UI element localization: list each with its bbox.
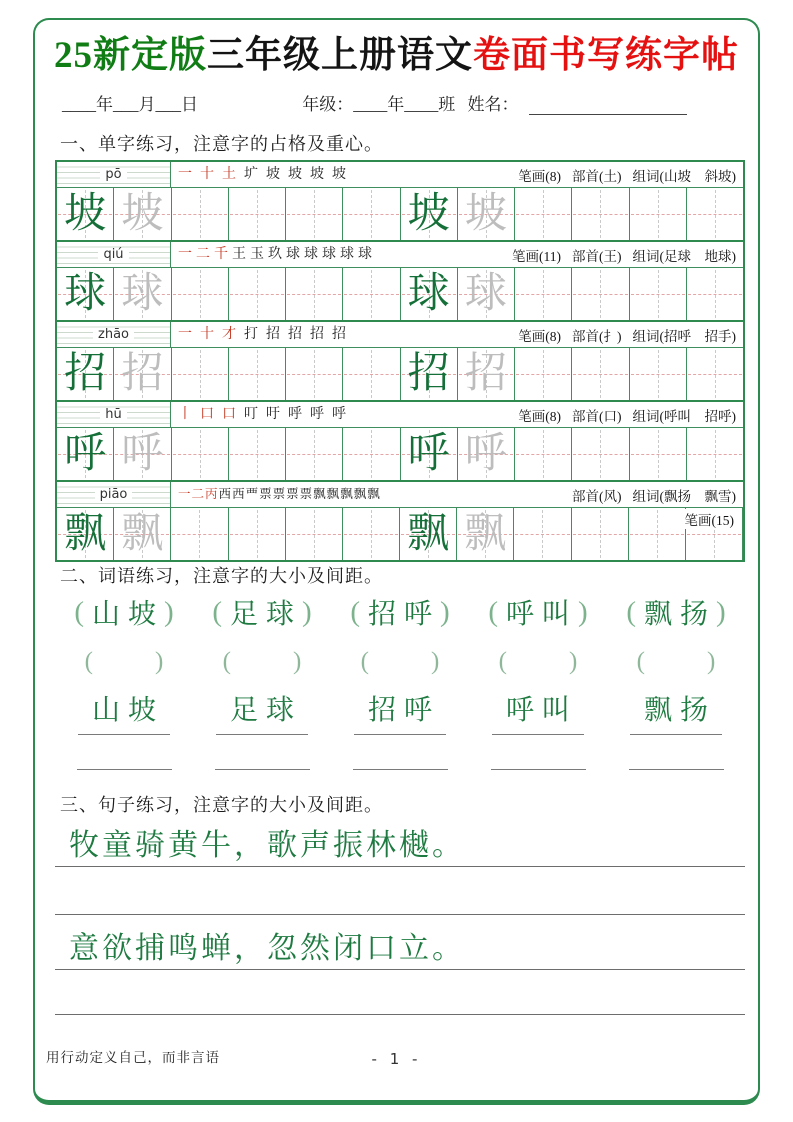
sentence-underline: [55, 866, 745, 867]
stroke-glyph: 呼: [310, 406, 324, 422]
practice-cell: [172, 428, 229, 480]
sentence-sample: 牧童骑黄牛，歌声振林樾。: [69, 829, 465, 862]
stroke-order-area: [171, 165, 743, 185]
paren-word-group: [55, 592, 193, 632]
open-paren: (: [74, 595, 84, 628]
practice-cell: [114, 348, 171, 400]
practice-table: [55, 160, 745, 562]
practice-cell: [343, 268, 400, 320]
stroke-glyph: 覀: [245, 487, 259, 502]
char-info: [512, 325, 736, 345]
blank-line-group: [607, 768, 745, 770]
stroke-glyph: 坡: [288, 166, 302, 182]
open-paren: (: [636, 648, 645, 675]
practice-cell: [114, 508, 171, 560]
practice-cell: [458, 348, 515, 400]
char-info: [512, 165, 736, 185]
stroke-glyph: 飘: [326, 487, 340, 502]
practice-cell: [286, 508, 343, 560]
practice-cell: [343, 348, 400, 400]
stroke-glyph: 打: [244, 326, 258, 342]
blank-line-group: [331, 768, 469, 770]
radical-label: 部首(风): [572, 488, 622, 504]
practice-cell: [630, 428, 687, 480]
pinyin-cell: [57, 482, 171, 507]
practice-cell: [457, 508, 514, 560]
open-paren: (: [626, 595, 636, 628]
open-paren: (: [84, 648, 93, 675]
close-paren: ): [716, 595, 726, 628]
stroke-glyph: 飘: [367, 487, 380, 502]
stroke-count-label: 笔画(8): [518, 328, 561, 344]
practice-grid-row: [57, 348, 743, 400]
footer-motto: 用行动定义自己，而非言语: [46, 1050, 220, 1065]
stroke-glyph: 坡: [310, 166, 324, 182]
practice-cell: [286, 268, 343, 320]
paren-word-group: [331, 592, 469, 632]
pinyin-text: piāo: [95, 488, 133, 501]
word-row-paren-words: [55, 592, 745, 632]
char-block: [57, 322, 743, 402]
model-char-green: 飘: [407, 511, 450, 557]
sample-word-underlined: 足球: [216, 688, 308, 735]
pinyin-cell: [57, 242, 171, 267]
pinyin-text: zhāo: [93, 328, 134, 341]
close-paren: ): [569, 648, 578, 675]
stroke-glyph: 玉: [250, 246, 264, 262]
model-char-green: 坡: [407, 191, 450, 237]
stroke-glyph: 球: [286, 246, 300, 262]
title-copybook: 卷面书写练字帖: [473, 35, 739, 76]
stroke-glyph: 飘: [353, 487, 367, 502]
open-paren: (: [212, 595, 222, 628]
practice-cell: [401, 348, 458, 400]
practice-cell: [57, 428, 114, 480]
empty-paren-group: [193, 648, 331, 676]
pinyin-cell: [57, 322, 171, 347]
stroke-order-sequence: [178, 328, 346, 342]
compound-words-label: 组词(足球 地球): [632, 248, 736, 264]
radical-label: 部首(王): [572, 248, 622, 264]
trace-char-gray: 飘: [121, 511, 164, 557]
practice-cell: [687, 348, 743, 400]
practice-cell: [514, 508, 571, 560]
practice-cell: [572, 268, 629, 320]
compound-words-label: 组词(飘扬 飘雪): [632, 488, 736, 504]
stroke-glyph: 西: [232, 487, 245, 502]
title-grade-subject: 三年级上册语文: [207, 35, 473, 76]
pinyin-cell: [57, 402, 171, 427]
sample-word: 呼叫: [505, 599, 578, 630]
sample-word: 招呼: [367, 599, 440, 630]
trace-char-gray: 呼: [464, 431, 507, 477]
stroke-order-sequence: [178, 248, 372, 262]
char-info: [512, 405, 736, 425]
underlined-word-group: [607, 688, 745, 735]
practice-cell: [229, 268, 286, 320]
practice-grid-row: [57, 188, 743, 240]
compound-words-label: 组词(招呼 招手): [632, 328, 736, 344]
word-row-underlined: [55, 688, 745, 735]
radical-label: 部首(土): [572, 168, 622, 184]
practice-cell: [401, 268, 458, 320]
practice-cell: [114, 188, 171, 240]
stroke-glyph: 口: [222, 406, 236, 422]
empty-paren-group: [55, 648, 193, 676]
grade-class-blank: 年级：____年____班: [302, 95, 456, 114]
trace-char-gray: 球: [464, 271, 507, 317]
char-header-row: [57, 482, 743, 508]
open-paren: (: [488, 595, 498, 628]
stroke-glyph: 土: [222, 166, 236, 182]
practice-cell: [687, 428, 743, 480]
stroke-glyph: 呼: [332, 406, 346, 422]
underlined-word-group: [55, 688, 193, 735]
name-label: 姓名：: [467, 95, 519, 114]
section-title-sentences: 三、句子练习，注意字的大小及间距。: [60, 795, 383, 815]
stroke-glyph: 球: [340, 246, 354, 262]
char-block: [57, 242, 743, 322]
blank-writing-line: [77, 768, 172, 770]
stroke-glyph: 口: [200, 406, 214, 422]
stroke-order-sequence: [178, 488, 380, 501]
practice-cell: [229, 348, 286, 400]
blank-line-group: [193, 768, 331, 770]
stroke-glyph: 坡: [332, 166, 346, 182]
close-paren: ): [164, 595, 174, 628]
close-paren: ): [707, 648, 716, 675]
practice-cell: [172, 268, 229, 320]
practice-cell: [343, 428, 400, 480]
blank-writing-line: [491, 768, 586, 770]
pinyin-text: hū: [100, 408, 126, 421]
stroke-glyph: 票: [272, 487, 286, 502]
char-info: [566, 485, 736, 505]
stroke-glyph: 呼: [288, 406, 302, 422]
stroke-count-label: 笔画(8): [518, 168, 561, 184]
practice-cell: [572, 188, 629, 240]
stroke-glyph: 飘: [313, 487, 326, 502]
sample-word-underlined: 山坡: [78, 688, 170, 735]
practice-grid-row: [57, 268, 743, 320]
date-blank: ____年___月___日: [62, 95, 198, 114]
practice-cell: [57, 508, 114, 560]
blank-writing-line: [215, 768, 310, 770]
practice-cell: [630, 268, 687, 320]
practice-cell: [57, 268, 114, 320]
pinyin-cell: [57, 162, 171, 187]
stroke-order-area: [171, 405, 743, 425]
char-header-row: [57, 402, 743, 428]
trace-char-gray: 招: [464, 351, 507, 397]
section-title-words: 二、词语练习，注意字的大小及间距。: [60, 566, 383, 586]
blank-writing-line: [353, 768, 448, 770]
practice-cell: [114, 428, 171, 480]
model-char-green: 呼: [407, 431, 450, 477]
blank-writing-line: [629, 768, 724, 770]
sample-word-underlined: 飘扬: [630, 688, 722, 735]
char-header-row: [57, 322, 743, 348]
model-char-green: 飘: [64, 511, 107, 557]
stroke-glyph: 二: [191, 487, 205, 502]
practice-cell: [286, 188, 343, 240]
stroke-glyph: 飘: [340, 487, 353, 502]
page-title: [0, 24, 793, 78]
stroke-glyph: 二: [196, 246, 210, 262]
stroke-glyph: 玖: [268, 246, 282, 262]
sentence-sample: 意欲捕鸣蝉，忽然闭口立。: [69, 932, 465, 965]
stroke-order-area: [171, 245, 743, 265]
char-header-row: [57, 162, 743, 188]
practice-cell: [515, 268, 572, 320]
practice-cell: [343, 508, 400, 560]
radical-label: 部首(扌): [572, 328, 622, 344]
stroke-glyph: 票: [286, 487, 299, 502]
practice-cell: [401, 188, 458, 240]
stroke-glyph: 王: [232, 246, 246, 262]
section-title-single-char: 一、单字练习，注意字的占格及重心。: [60, 134, 383, 154]
underlined-word-group: [469, 688, 607, 735]
practice-cell: [572, 508, 629, 560]
paren-word-group: [469, 592, 607, 632]
practice-cell: [458, 188, 515, 240]
practice-cell: [629, 508, 686, 560]
practice-cell: [687, 268, 743, 320]
model-char-green: 坡: [64, 191, 107, 237]
sample-word-underlined: 招呼: [354, 688, 446, 735]
paren-word-group: [193, 592, 331, 632]
stroke-glyph: 西: [218, 487, 232, 502]
practice-cell: [401, 428, 458, 480]
stroke-count-label: 笔画(8): [518, 408, 561, 424]
empty-paren-group: [469, 648, 607, 676]
trace-char-gray: 坡: [464, 191, 507, 237]
char-block: [57, 402, 743, 482]
practice-cell: [515, 188, 572, 240]
pinyin-text: pō: [100, 168, 126, 181]
compound-words-label: 组词(呼叫 招呼): [632, 408, 736, 424]
practice-cell: [515, 348, 572, 400]
stroke-glyph: 一: [178, 326, 192, 342]
trace-char-gray: 坡: [121, 191, 164, 237]
page-number: - 1 -: [371, 1050, 422, 1068]
open-paren: (: [360, 648, 369, 675]
practice-cell: [458, 428, 515, 480]
open-paren: (: [350, 595, 360, 628]
sentence-underline: [55, 969, 745, 970]
practice-cell: [343, 188, 400, 240]
model-char-green: 招: [64, 351, 107, 397]
trace-char-gray: 球: [121, 271, 164, 317]
practice-cell: [572, 348, 629, 400]
stroke-order-sequence: [178, 168, 346, 182]
practice-cell: [630, 348, 687, 400]
stroke-glyph: 一: [178, 166, 192, 182]
stroke-glyph: 一: [178, 246, 192, 262]
practice-cell: [400, 508, 457, 560]
practice-cell: [229, 508, 286, 560]
stroke-glyph: 圹: [244, 166, 258, 182]
underlined-word-group: [331, 688, 469, 735]
stroke-glyph: 十: [200, 326, 214, 342]
close-paren: ): [578, 595, 588, 628]
model-char-green: 呼: [64, 431, 107, 477]
stroke-glyph: 招: [332, 326, 346, 342]
practice-cell: [458, 268, 515, 320]
word-row-paren-empty: [55, 648, 745, 676]
practice-cell: [172, 348, 229, 400]
stroke-order-area: [171, 325, 743, 345]
practice-cell: [114, 268, 171, 320]
title-edition: 25新定版: [54, 35, 207, 76]
practice-cell: [172, 188, 229, 240]
empty-paren-group: [331, 648, 469, 676]
stroke-glyph: 十: [200, 166, 214, 182]
sentence-blank-line: [55, 1014, 745, 1015]
practice-grid-row: [57, 508, 743, 560]
practice-cell: [630, 188, 687, 240]
stroke-glyph: 千: [214, 246, 228, 262]
stroke-glyph: 招: [288, 326, 302, 342]
stroke-glyph: 招: [266, 326, 280, 342]
trace-char-gray: 飘: [464, 511, 507, 557]
stroke-glyph: 球: [322, 246, 336, 262]
practice-cell: [286, 428, 343, 480]
char-block: [57, 482, 743, 560]
stroke-glyph: 招: [310, 326, 324, 342]
word-row-blank-lines: [55, 768, 745, 770]
practice-cell: [171, 508, 228, 560]
stroke-glyph: 票: [299, 487, 313, 502]
stroke-glyph: 叮: [244, 406, 258, 422]
practice-cell: [57, 348, 114, 400]
char-header-row: [57, 242, 743, 268]
sample-word: 足球: [229, 599, 302, 630]
stroke-glyph: 坡: [266, 166, 280, 182]
underlined-word-group: [193, 688, 331, 735]
stroke-glyph: 票: [259, 487, 272, 502]
stroke-glyph: 球: [358, 246, 372, 262]
practice-grid-row: [57, 428, 743, 480]
stroke-order-area: [171, 485, 743, 505]
empty-paren-group: [607, 648, 745, 676]
trace-char-gray: 招: [121, 351, 164, 397]
close-paren: ): [302, 595, 312, 628]
stroke-glyph: 丙: [205, 487, 218, 502]
sample-word-underlined: 呼叫: [492, 688, 584, 735]
char-block: [57, 162, 743, 242]
close-paren: ): [431, 648, 440, 675]
model-char-green: 球: [407, 271, 450, 317]
close-paren: ): [293, 648, 302, 675]
stroke-glyph: 一: [178, 487, 191, 502]
practice-cell: [229, 428, 286, 480]
model-char-green: 球: [64, 271, 107, 317]
practice-cell: [687, 188, 743, 240]
close-paren: ): [440, 595, 450, 628]
stroke-order-sequence: [178, 408, 346, 422]
stroke-glyph: 吁: [266, 406, 280, 422]
compound-words-label: 组词(山坡 斜坡): [632, 168, 736, 184]
open-paren: (: [498, 648, 507, 675]
sample-word: 飘扬: [643, 599, 716, 630]
blank-line-group: [469, 768, 607, 770]
stroke-glyph: 丨: [178, 406, 192, 422]
practice-cell: [572, 428, 629, 480]
open-paren: (: [222, 648, 231, 675]
date-line: [62, 90, 752, 115]
stroke-count-label: 笔画(15): [682, 509, 738, 529]
sample-word: 山坡: [91, 599, 164, 630]
practice-cell: [286, 348, 343, 400]
close-paren: ): [155, 648, 164, 675]
stroke-glyph: 球: [304, 246, 318, 262]
blank-line-group: [55, 768, 193, 770]
stroke-glyph: 才: [222, 326, 236, 342]
sentence-blank-line: [55, 914, 745, 915]
pinyin-text: qiú: [98, 248, 128, 261]
paren-word-group: [607, 592, 745, 632]
char-info: [506, 245, 736, 265]
radical-label: 部首(口): [572, 408, 622, 424]
practice-cell: [515, 428, 572, 480]
stroke-count-label: 笔画(11): [512, 248, 561, 264]
practice-cell: [57, 188, 114, 240]
name-blank-line: [529, 97, 687, 115]
model-char-green: 招: [407, 351, 450, 397]
trace-char-gray: 呼: [121, 431, 164, 477]
practice-cell: [229, 188, 286, 240]
